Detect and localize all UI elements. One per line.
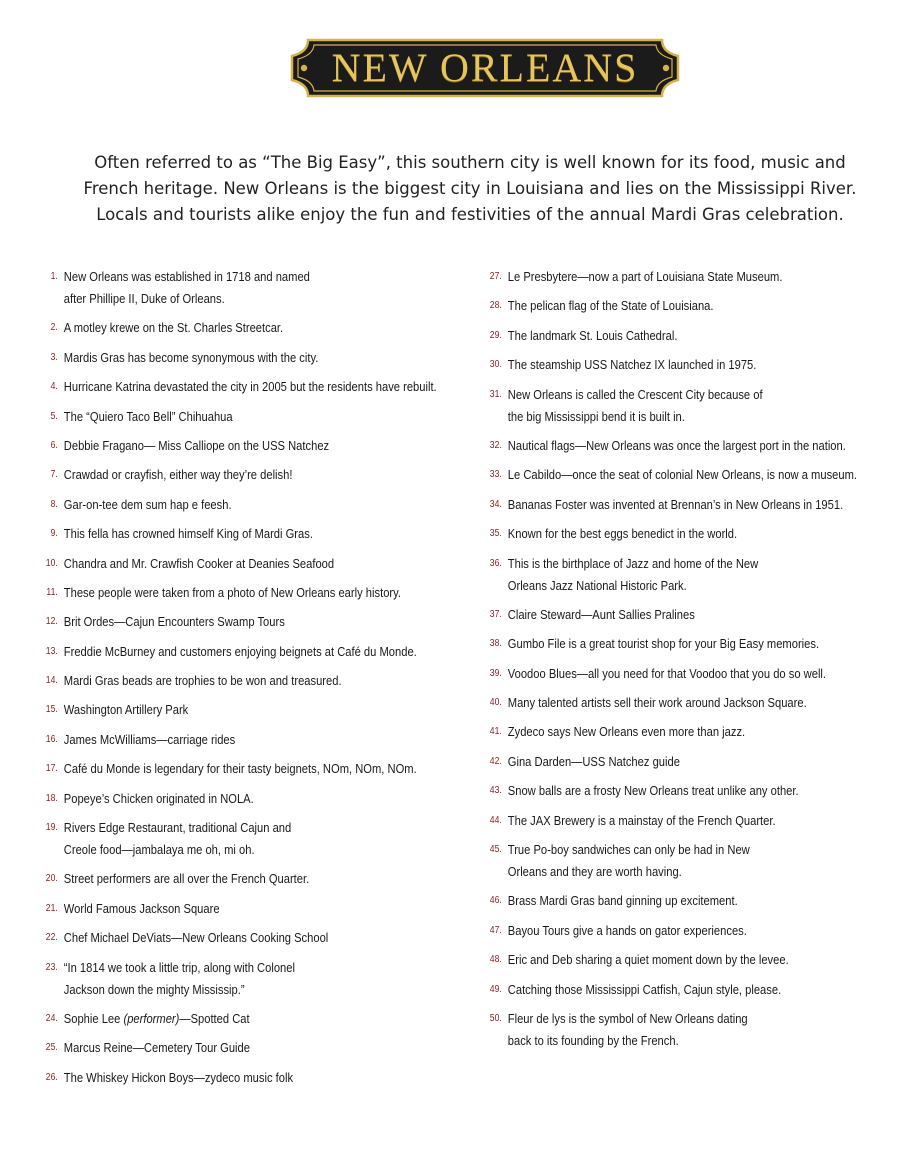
item-text: Le Presbytere—now a part of Louisiana State Museum. <box>507 269 783 284</box>
item-text-part: Sophie Lee <box>63 1010 124 1026</box>
item-text: Café du Monde is legendary for their tasty beignets, NOm, NOm, NOm. <box>63 761 417 777</box>
item-text: These people were taken from a photo of New Orleans early history. <box>63 584 402 600</box>
list-item <box>488 979 892 1001</box>
item-number: 16. <box>45 733 58 745</box>
list-item <box>488 780 892 802</box>
item-number: 22. <box>45 932 58 944</box>
item-text: New Orleans was established in 1718 and named after Phillipe II, Duke of Orleans. <box>63 269 310 306</box>
item-text: Mardi Gras beads are trophies to be won and treasured. <box>63 673 342 689</box>
list-item <box>44 641 474 663</box>
list-item <box>488 494 892 516</box>
item-number: 31. <box>489 388 502 400</box>
item-number: 1. <box>50 271 58 282</box>
item-number: 33. <box>489 469 502 481</box>
item-number: 26. <box>45 1071 58 1083</box>
item-number: 6. <box>50 439 58 451</box>
list-item <box>44 1067 474 1089</box>
list-item <box>488 523 892 545</box>
item-text: Many talented artists sell their work around Jackson Square. <box>507 695 807 711</box>
list-item <box>488 325 892 347</box>
item-number: 19. <box>45 822 58 834</box>
item-number: 40. <box>489 697 502 709</box>
item-number: 41. <box>489 726 502 738</box>
list-item <box>488 464 892 486</box>
list-item <box>44 927 474 949</box>
item-number: 14. <box>45 675 58 687</box>
list-item <box>488 435 892 457</box>
list-item <box>44 317 474 339</box>
item-number: 13. <box>45 645 58 657</box>
item-text: Rivers Edge Restaurant, traditional Cajun and Creole food—jambalaya me oh, mi oh. <box>63 820 292 858</box>
list-item <box>488 266 892 288</box>
item-number: 27. <box>489 271 502 282</box>
item-text: Catching those Mississippi Catfish, Cajun style, please. <box>507 981 782 997</box>
item-text: Gar-on-tee dem sum hap e feesh. <box>63 496 232 512</box>
item-text: The steamship USS Natchez IX launched in 1975. <box>507 357 757 373</box>
item-text: Bananas Foster was invented at Brennan’s in New Orleans in 1951. <box>507 496 844 512</box>
item-number: 15. <box>45 704 58 716</box>
item-number: 29. <box>489 329 502 341</box>
list-item <box>44 376 474 398</box>
item-text: Gumbo File is a great tourist shop for your Big Easy memories. <box>507 636 820 652</box>
item-text-part: —Spotted Cat <box>179 1010 250 1026</box>
item-number: 5. <box>50 410 58 422</box>
item-text: Chef Michael DeViats—New Orleans Cooking School <box>63 930 329 946</box>
item-number: 39. <box>489 667 502 679</box>
item-text: Bayou Tours give a hands on gator experiences. <box>507 922 747 938</box>
item-number: 2. <box>50 322 58 334</box>
list-item <box>488 839 892 883</box>
right-column-list <box>488 266 892 1059</box>
list-item <box>488 721 892 743</box>
item-number: 48. <box>489 954 502 966</box>
item-text: This fella has crowned himself King of Mardi Gras. <box>63 526 313 542</box>
item-text: A motley krewe on the St. Charles Streetcar. <box>63 320 284 336</box>
list-item <box>44 729 474 751</box>
item-number: 17. <box>45 763 58 775</box>
list-item <box>44 523 474 545</box>
list-item <box>44 1008 474 1030</box>
right-ornament-icon <box>663 65 669 71</box>
item-text: Mardis Gras has become synonymous with the city. <box>63 349 319 365</box>
left-ornament-icon <box>301 65 307 71</box>
list-item <box>488 949 892 971</box>
item-text: Claire Steward—Aunt Sallies Pralines <box>507 606 695 622</box>
left-column-list <box>44 266 474 1096</box>
list-item <box>488 920 892 942</box>
list-item <box>488 633 892 655</box>
list-item <box>44 582 474 604</box>
list-item <box>488 663 892 685</box>
list-item <box>488 354 892 376</box>
item-number: 3. <box>50 351 58 363</box>
item-number: 4. <box>50 381 58 393</box>
item-number: 23. <box>45 961 58 973</box>
item-text: Street performers are all over the French Quarter. <box>63 871 310 887</box>
list-item <box>44 1037 474 1059</box>
item-text: World Famous Jackson Square <box>63 900 220 916</box>
item-text: Popeye’s Chicken originated in NOLA. <box>63 790 254 806</box>
list-item <box>488 384 892 428</box>
list-item <box>488 604 892 626</box>
item-text: Brass Mardi Gras band ginning up excitement. <box>507 893 738 909</box>
item-number: 9. <box>50 528 58 540</box>
item-text: The landmark St. Louis Cathedral. <box>507 327 678 343</box>
item-text: Zydeco says New Orleans even more than jazz. <box>507 724 746 740</box>
item-text: The pelican flag of the State of Louisiana. <box>507 298 714 314</box>
list-item <box>44 758 474 780</box>
item-number: 44. <box>489 814 502 826</box>
item-number: 20. <box>45 873 58 885</box>
item-text: The “Quiero Taco Bell” Chihuahua <box>63 408 233 424</box>
item-text-emphasis: (performer) <box>123 1010 180 1026</box>
item-number: 18. <box>45 792 58 804</box>
item-number: 25. <box>45 1042 58 1054</box>
item-number: 32. <box>489 439 502 451</box>
item-number: 24. <box>45 1012 58 1024</box>
item-number: 50. <box>489 1012 502 1024</box>
item-text: Le Cabildo—once the seat of colonial New Orleans, is now a museum. <box>507 467 858 483</box>
item-number: 49. <box>489 983 502 995</box>
item-text: Eric and Deb sharing a quiet moment down by the levee. <box>507 952 789 968</box>
item-number: 21. <box>45 902 58 914</box>
item-text: Marcus Reine—Cemetery Tour Guide <box>63 1040 250 1056</box>
item-text: Voodoo Blues—all you need for that Voodoo that you do so well. <box>507 665 827 681</box>
item-text: This is the birthplace of Jazz and home of the New Orleans Jazz National Historic Park. <box>507 555 759 593</box>
item-number: 35. <box>489 528 502 540</box>
item-number: 47. <box>489 924 502 936</box>
title-banner <box>290 38 680 98</box>
list-item <box>44 670 474 692</box>
list-item <box>44 611 474 633</box>
item-text: Debbie Fragano— Miss Calliope on the USS Natchez <box>63 437 330 453</box>
list-item <box>488 751 892 773</box>
item-number: 38. <box>489 638 502 650</box>
item-number: 8. <box>50 498 58 510</box>
list-item <box>44 266 474 310</box>
item-number: 37. <box>489 608 502 620</box>
item-text <box>64 1008 474 1030</box>
list-item <box>44 957 474 1001</box>
list-item <box>44 406 474 428</box>
item-number: 45. <box>489 844 502 856</box>
page-title: NEW ORLEANS <box>331 45 639 90</box>
item-number: 46. <box>489 895 502 907</box>
list-item <box>44 788 474 810</box>
item-text: The JAX Brewery is a mainstay of the French Quarter. <box>507 812 776 828</box>
item-text: New Orleans is called the Crescent City because of the big Mississippi bend it is built in. <box>507 386 763 424</box>
item-text: Known for the best eggs benedict in the world. <box>507 526 738 542</box>
list-item <box>44 699 474 721</box>
item-text: Freddie McBurney and customers enjoying beignets at Café du Monde. <box>63 643 417 659</box>
item-number: 7. <box>50 469 58 481</box>
list-item <box>44 898 474 920</box>
item-number: 34. <box>489 498 502 510</box>
item-text: Brit Ordes—Cajun Encounters Swamp Tours <box>63 614 285 630</box>
list-item <box>488 810 892 832</box>
list-item <box>44 464 474 486</box>
list-item <box>488 890 892 912</box>
item-text: Gina Darden—USS Natchez guide <box>507 753 680 769</box>
list-item <box>44 435 474 457</box>
item-text: “In 1814 we took a little trip, along with Colonel Jackson down the mighty Mississip.” <box>63 959 295 997</box>
item-number: 12. <box>45 616 58 628</box>
item-text: True Po-boy sandwiches can only be had in New Orleans and they are worth having. <box>507 842 750 880</box>
item-text: Nautical flags—New Orleans was once the largest port in the nation. <box>507 437 846 453</box>
item-text: Fleur de lys is the symbol of New Orleans dating back to its founding by the French. <box>507 1010 748 1048</box>
item-text: The Whiskey Hickon Boys—zydeco music folk <box>63 1069 294 1085</box>
item-number: 36. <box>489 557 502 569</box>
item-number: 28. <box>489 300 502 312</box>
item-text: Washington Artillery Park <box>63 702 189 718</box>
list-item <box>44 553 474 575</box>
item-number: 43. <box>489 785 502 797</box>
item-text: Chandra and Mr. Crawfish Cooker at Deanies Seafood <box>63 555 335 571</box>
list-item <box>488 1008 892 1052</box>
list-item <box>488 295 892 317</box>
list-item <box>44 868 474 890</box>
item-text: James McWilliams—carriage rides <box>63 731 236 747</box>
intro-paragraph: Often referred to as “The Big Easy”, this southern city is well known for its food, music and French heritage. New Orleans is the biggest city in Louisiana and lies on the Mississippi River. Locals and tourists alike enjoy the fun and festivities of the annual Mardi Gras celebration. <box>83 153 857 224</box>
item-text: Crawdad or crayfish, either way they’re delish! <box>63 467 293 483</box>
item-number: 42. <box>489 755 502 767</box>
list-item <box>44 817 474 861</box>
list-item <box>488 692 892 714</box>
item-number: 10. <box>45 557 58 569</box>
item-text: Snow balls are a frosty New Orleans treat unlike any other. <box>507 783 799 799</box>
item-number: 11. <box>46 586 58 598</box>
item-number: 30. <box>489 359 502 371</box>
list-item <box>488 553 892 597</box>
item-text: Hurricane Katrina devastated the city in 2005 but the residents have rebuilt. <box>63 379 437 395</box>
list-item <box>44 347 474 369</box>
list-item <box>44 494 474 516</box>
